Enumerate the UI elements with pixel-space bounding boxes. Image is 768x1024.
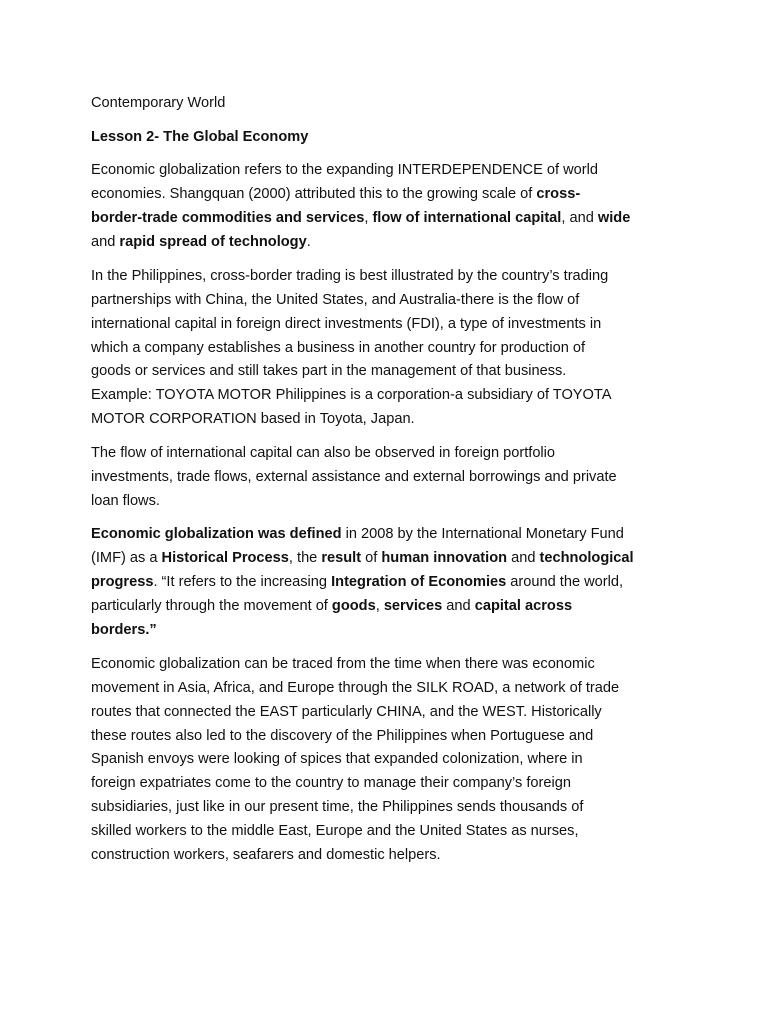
paragraph-line <box>91 748 681 772</box>
bold-text-run: Integration of Economies <box>331 574 507 591</box>
paragraph-line <box>91 701 681 725</box>
text-run: particularly through the movement of <box>91 598 332 615</box>
bold-text-run: border-trade commodities and services <box>91 210 365 227</box>
paragraph-line <box>91 653 681 677</box>
bold-text-run: goods <box>331 598 376 615</box>
paragraph-line <box>91 571 681 595</box>
bold-text-run: capital across <box>474 598 573 615</box>
body-paragraph <box>91 653 681 868</box>
text-run: The flow of international capital can also be observed in foreign portfolio <box>91 444 556 461</box>
text-run: and <box>91 234 120 251</box>
paragraph-line <box>91 595 681 619</box>
bold-text-run: borders.” <box>91 622 157 639</box>
paragraph-line <box>91 289 681 313</box>
paragraph-line <box>91 490 681 514</box>
paragraph-line <box>91 677 681 701</box>
text-run: Economic globalization can be traced from the time when there was economic <box>91 655 595 672</box>
text-run: economies. Shangquan (2000) attributed this to the growing scale of <box>91 186 537 203</box>
document-body <box>91 92 681 878</box>
text-run: MOTOR CORPORATION based in Toyota, Japan. <box>91 411 415 428</box>
bold-text-run: Economic globalization was defined <box>91 526 342 543</box>
text-run: . “It refers to the increasing <box>153 574 332 591</box>
bold-text-run: services <box>383 598 443 615</box>
bold-text-run: result <box>321 550 362 567</box>
text-run: movement in Asia, Africa, and Europe through the SILK ROAD, a network of trade <box>91 679 620 696</box>
text-run: international capital in foreign direct investments (FDI), a type of investments in <box>91 315 602 332</box>
text-run: routes that connected the EAST particularly CHINA, and the WEST. Historically <box>91 703 602 720</box>
bold-text-run: Historical Process <box>161 550 289 567</box>
text-run: and <box>442 598 475 615</box>
body-paragraph <box>91 265 681 432</box>
text-run: investments, trade flows, external assistance and external borrowings and private <box>91 468 617 485</box>
paragraph-line <box>91 265 681 289</box>
text-run: skilled workers to the middle East, Europe and the United States as nurses, <box>91 823 579 840</box>
bold-text-run: wide <box>597 210 631 227</box>
paragraph-line <box>91 725 681 749</box>
text-run: Economic globalization refers to the expanding INTERDEPENDENCE of world <box>91 162 598 179</box>
paragraph-line <box>91 384 681 408</box>
paragraph-line <box>91 796 681 820</box>
paragraph-line <box>91 337 681 361</box>
paragraph-line <box>91 442 681 466</box>
bold-text-run: flow of international capital <box>372 210 562 227</box>
paragraph-line <box>91 360 681 384</box>
paragraph-line <box>91 207 681 231</box>
paragraph-list <box>91 159 681 868</box>
text-run: goods or services and still takes part in the management of that business. <box>91 363 567 380</box>
paragraph-line <box>91 772 681 796</box>
paragraph-line <box>91 183 681 207</box>
text-run: , the <box>288 550 322 567</box>
body-paragraph <box>91 523 681 643</box>
text-run: (IMF) as a <box>91 550 162 567</box>
bold-text-run: cross- <box>536 186 581 203</box>
paragraph-line <box>91 159 681 183</box>
paragraph-line <box>91 523 681 547</box>
text-run: loan flows. <box>91 492 160 509</box>
paragraph-line <box>91 619 681 643</box>
text-run: construction workers, seafarers and domestic helpers. <box>91 847 441 864</box>
paragraph-line <box>91 231 681 255</box>
text-run: of <box>361 550 382 567</box>
text-run: and <box>507 550 540 567</box>
text-run: foreign expatriates come to the country to manage their company’s foreign <box>91 775 571 792</box>
text-run: around the world, <box>506 574 624 591</box>
lesson-title-text: Lesson 2- The Global Economy <box>91 128 309 145</box>
paragraph-line <box>91 820 681 844</box>
bold-text-run: technological <box>539 550 634 567</box>
text-run: In the Philippines, cross-border trading is best illustrated by the country’s trading <box>91 267 609 284</box>
body-paragraph <box>91 159 681 255</box>
paragraph-line <box>91 844 681 868</box>
text-run: subsidiaries, just like in our present time, the Philippines sends thousands of <box>91 799 584 816</box>
text-run: , <box>364 210 373 227</box>
bold-text-run: human innovation <box>381 550 508 567</box>
text-run: , and <box>561 210 598 227</box>
paragraph-line <box>91 547 681 571</box>
paragraph-line <box>91 466 681 490</box>
lesson-title <box>91 126 681 150</box>
paragraph-line <box>91 408 681 432</box>
text-run: in 2008 by the International Monetary Fund <box>341 526 624 543</box>
text-run: which a company establishes a business in another country for production of <box>91 339 586 356</box>
text-run: . <box>306 234 311 251</box>
text-run: partnerships with China, the United States, and Australia-there is the flow of <box>91 291 580 308</box>
text-run: Example: TOYOTA MOTOR Philippines is a corporation-a subsidiary of TOYOTA <box>91 387 612 404</box>
bold-text-run: rapid spread of technology <box>119 234 307 251</box>
paragraph-line <box>91 313 681 337</box>
bold-text-run: progress <box>91 574 154 591</box>
text-run: , <box>375 598 384 615</box>
document-header: Contemporary World <box>91 95 226 111</box>
text-run: these routes also led to the discovery of the Philippines when Portuguese and <box>91 727 594 744</box>
text-run: Spanish envoys were looking of spices that expanded colonization, where in <box>91 751 583 768</box>
body-paragraph <box>91 442 681 514</box>
